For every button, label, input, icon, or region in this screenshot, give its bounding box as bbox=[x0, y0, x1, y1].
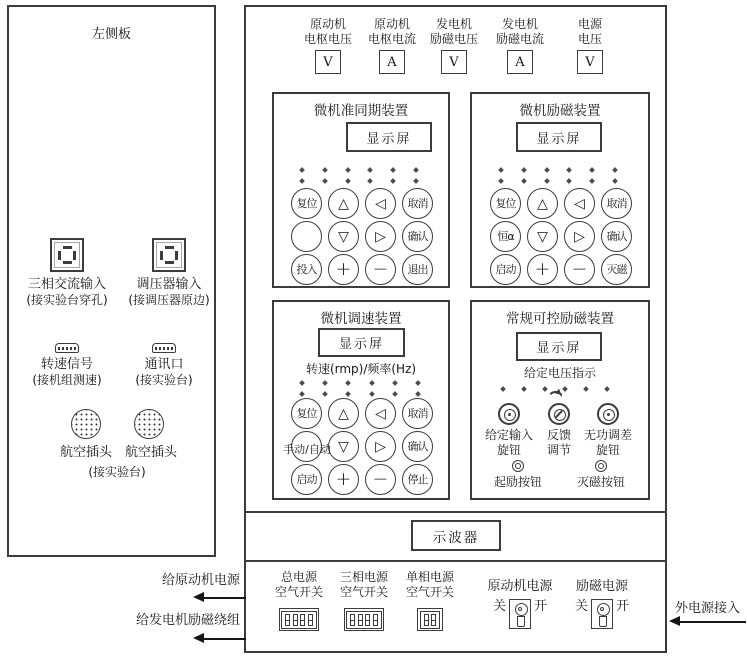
stop-button[interactable]: 停止 bbox=[402, 464, 433, 495]
oscilloscope: 示波器 bbox=[411, 520, 501, 551]
led-row bbox=[300, 381, 420, 385]
aviation-plug-icon[interactable] bbox=[134, 409, 164, 439]
right-button[interactable]: ▷ bbox=[564, 221, 595, 252]
to-gen-field-label: 给发电机励磁绕组 bbox=[135, 613, 240, 628]
excitation-power-group bbox=[566, 579, 638, 629]
meter-label: 励磁电流 bbox=[495, 32, 544, 46]
left-arrow-icon bbox=[193, 592, 204, 602]
aviation-plug-label: 航空插头 bbox=[59, 445, 112, 460]
off-label: 关 bbox=[574, 599, 588, 614]
reset-button[interactable]: 复位 bbox=[291, 188, 322, 219]
air-breaker-icon[interactable] bbox=[344, 608, 385, 631]
left-side-panel bbox=[7, 5, 216, 557]
socket-label: 三相交流输入 bbox=[27, 277, 106, 292]
to-prime-mover-label: 给原动机电源 bbox=[161, 573, 240, 588]
breaker-label: 单相电源 bbox=[405, 570, 454, 584]
reset-button[interactable]: 复位 bbox=[291, 398, 322, 429]
conventional-excitation-box bbox=[470, 300, 650, 500]
led-row bbox=[300, 392, 420, 396]
breaker-label: 空气开关 bbox=[339, 585, 388, 599]
meter-label: 电枢电压 bbox=[303, 32, 352, 46]
demagnetize-push-button[interactable] bbox=[595, 460, 607, 472]
three-phase-ac-input-group bbox=[17, 238, 117, 308]
meter-label: 发电机 bbox=[435, 17, 472, 31]
const-alpha-button[interactable]: 恒α bbox=[490, 221, 521, 252]
right-button[interactable]: ▷ bbox=[365, 221, 396, 252]
on-label: 开 bbox=[534, 599, 548, 614]
regulator-input-group bbox=[119, 238, 219, 308]
breaker-label: 三相电源 bbox=[339, 570, 388, 584]
socket-label: 调压器输入 bbox=[136, 277, 202, 292]
aviation-plug-label: 航空插头 bbox=[124, 445, 177, 460]
voltmeter-icon: V bbox=[441, 50, 467, 74]
ac-socket-icon[interactable] bbox=[50, 238, 84, 272]
manual-auto-label: 手动/自动 bbox=[283, 443, 331, 456]
cancel-button[interactable]: 取消 bbox=[601, 188, 632, 219]
ammeter-icon: A bbox=[507, 50, 533, 74]
breaker-label: 空气开关 bbox=[405, 585, 454, 599]
meter-supply-voltage bbox=[558, 17, 622, 74]
speed-signal-group bbox=[17, 343, 117, 388]
regulator-socket-icon[interactable] bbox=[152, 238, 186, 272]
left-panel-title: 左侧板 bbox=[91, 27, 131, 42]
push-button-label: 起励按钮 bbox=[493, 475, 542, 489]
up-button[interactable]: △ bbox=[328, 398, 359, 429]
rocker-switch-icon[interactable] bbox=[591, 599, 613, 629]
external-power-in-label: 外电源接入 bbox=[675, 601, 741, 616]
keypad bbox=[490, 188, 632, 285]
divider bbox=[244, 511, 667, 513]
rocker-label: 原动机电源 bbox=[487, 579, 553, 594]
feedback-adjust-knob[interactable] bbox=[548, 403, 570, 425]
display-screen: 显示屏 bbox=[516, 122, 602, 152]
meter-label: 电源 bbox=[577, 17, 602, 31]
plus-button[interactable]: + bbox=[328, 254, 359, 285]
exit-button[interactable]: 退出 bbox=[402, 254, 433, 285]
socket-sublabel: (接调压器原边) bbox=[128, 293, 210, 307]
reactive-droop-knob[interactable] bbox=[597, 403, 619, 425]
three-phase-breaker-group bbox=[328, 570, 400, 631]
arrow-line bbox=[203, 638, 246, 640]
connector-label: 通讯口 bbox=[144, 357, 184, 372]
right-button[interactable]: ▷ bbox=[365, 431, 396, 462]
prime-mover-power-group bbox=[484, 579, 556, 629]
main-panel bbox=[244, 5, 667, 653]
arrow-line bbox=[203, 597, 246, 599]
connector-label: 转速信号 bbox=[40, 357, 93, 372]
comm-port-group bbox=[114, 343, 214, 388]
voltmeter-icon: V bbox=[315, 50, 341, 74]
governor-device-box bbox=[272, 300, 450, 500]
meter-label: 原动机 bbox=[373, 17, 410, 31]
left-arrow-icon bbox=[193, 633, 204, 643]
knob-label: 给定输入 旋钮 bbox=[484, 428, 533, 457]
speed-signal-connector-icon[interactable] bbox=[55, 343, 79, 353]
display-screen: 显示屏 bbox=[346, 122, 432, 152]
led-row bbox=[499, 179, 617, 183]
reset-button[interactable]: 复位 bbox=[490, 188, 521, 219]
keypad bbox=[291, 188, 433, 285]
main-breaker-group bbox=[263, 570, 335, 631]
meter-label: 原动机 bbox=[309, 17, 346, 31]
ammeter-icon: A bbox=[379, 50, 405, 74]
minus-button[interactable]: − bbox=[365, 464, 396, 495]
left-button[interactable]: ◁ bbox=[365, 398, 396, 429]
meter-label: 电枢电流 bbox=[367, 32, 416, 46]
start-button[interactable]: 启动 bbox=[490, 254, 521, 285]
meter-label: 发电机 bbox=[501, 17, 538, 31]
divider bbox=[244, 560, 667, 562]
plus-button[interactable]: + bbox=[527, 254, 558, 285]
knob-label: 无功调差 旋钮 bbox=[583, 428, 632, 457]
off-label: 关 bbox=[492, 599, 506, 614]
blank-button[interactable] bbox=[291, 221, 322, 252]
cancel-button[interactable]: 取消 bbox=[402, 398, 433, 429]
up-button[interactable]: △ bbox=[527, 188, 558, 219]
speed-frequency-label: 转速(rmp)/频率(Hz) bbox=[305, 362, 417, 376]
down-button[interactable]: ▽ bbox=[527, 221, 558, 252]
left-arrow-icon bbox=[669, 616, 680, 626]
device-title: 微机准同期装置 bbox=[313, 103, 409, 119]
single-phase-breaker-group bbox=[394, 570, 466, 631]
minus-button[interactable]: − bbox=[365, 254, 396, 285]
air-breaker-icon[interactable] bbox=[279, 608, 320, 631]
air-breaker-icon[interactable] bbox=[417, 608, 443, 631]
meter-label: 电压 bbox=[577, 32, 602, 46]
confirm-button[interactable]: 确认 bbox=[601, 221, 632, 252]
arrow-line bbox=[680, 621, 746, 623]
aviation-plug-note: (接实验台) bbox=[88, 465, 146, 479]
comm-port-connector-icon[interactable] bbox=[152, 343, 176, 353]
micro-excitation-box bbox=[470, 92, 650, 288]
rocker-label: 励磁电源 bbox=[575, 579, 628, 594]
display-screen: 显示屏 bbox=[516, 332, 602, 361]
setpoint-input-knob[interactable] bbox=[498, 403, 520, 425]
plus-button[interactable]: + bbox=[328, 464, 359, 495]
up-button[interactable]: △ bbox=[328, 188, 359, 219]
down-button[interactable]: ▽ bbox=[328, 431, 359, 462]
connector-sublabel: (接机组测速) bbox=[32, 373, 102, 387]
on-label: 开 bbox=[616, 599, 630, 614]
sync-device-box bbox=[272, 92, 450, 288]
connector-sublabel: (接实验台) bbox=[135, 373, 193, 387]
socket-sublabel: (接实验台穿孔) bbox=[26, 293, 108, 307]
led-row bbox=[499, 168, 617, 172]
push-button-label: 灭磁按钮 bbox=[576, 475, 625, 489]
down-button[interactable]: ▽ bbox=[328, 221, 359, 252]
meter-prime-armature-voltage bbox=[296, 17, 360, 74]
left-button[interactable]: ◁ bbox=[564, 188, 595, 219]
device-title: 常规可控励磁装置 bbox=[506, 311, 614, 327]
device-title: 微机调速装置 bbox=[320, 311, 402, 327]
meter-label: 励磁电压 bbox=[429, 32, 478, 46]
rocker-switch-icon[interactable] bbox=[509, 599, 531, 629]
knob-label: 反馈 调节 bbox=[546, 428, 571, 457]
breaker-label: 空气开关 bbox=[274, 585, 323, 599]
confirm-button[interactable]: 确认 bbox=[402, 221, 433, 252]
led-row bbox=[300, 168, 418, 172]
led-row bbox=[300, 179, 418, 183]
voltmeter-icon: V bbox=[577, 50, 603, 74]
meter-gen-field-voltage bbox=[422, 17, 486, 74]
device-title: 微机励磁装置 bbox=[519, 103, 601, 119]
start-button[interactable]: 启动 bbox=[291, 464, 322, 495]
left-button[interactable]: ◁ bbox=[365, 188, 396, 219]
confirm-button[interactable]: 确认 bbox=[402, 431, 433, 462]
meter-prime-armature-current bbox=[360, 17, 424, 74]
adjust-arrow-icon bbox=[547, 391, 564, 400]
meter-gen-field-current bbox=[488, 17, 552, 74]
breaker-label: 总电源 bbox=[280, 570, 317, 584]
demagnetize-button[interactable]: 灭磁 bbox=[601, 254, 632, 285]
display-screen: 显示屏 bbox=[318, 328, 405, 357]
cancel-button[interactable]: 取消 bbox=[402, 188, 433, 219]
field-flashing-button[interactable] bbox=[512, 460, 524, 472]
engage-button[interactable]: 投入 bbox=[291, 254, 322, 285]
minus-button[interactable]: − bbox=[564, 254, 595, 285]
aviation-plug-icon[interactable] bbox=[71, 409, 101, 439]
setpoint-voltage-label: 给定电压指示 bbox=[523, 366, 596, 380]
